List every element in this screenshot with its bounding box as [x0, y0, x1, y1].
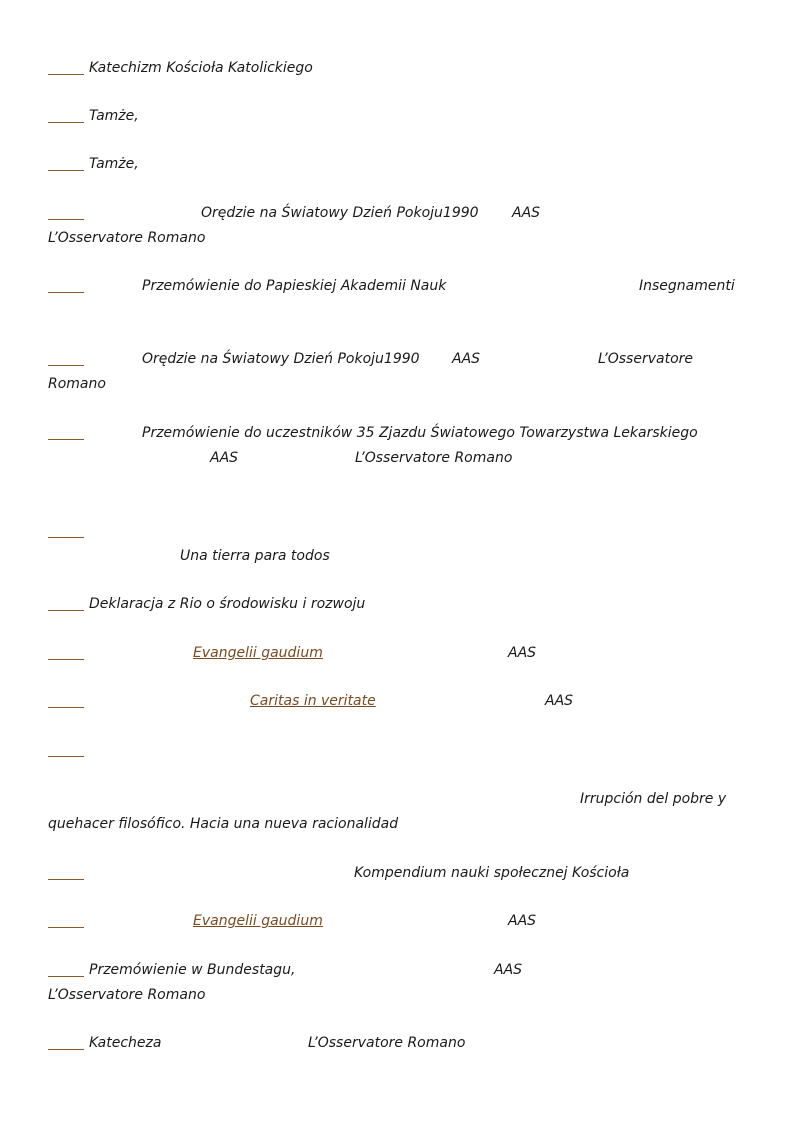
footnote-source: AAS	[545, 693, 574, 709]
footnote-title: Katecheza	[89, 1035, 162, 1051]
evangelii-gaudium-link[interactable]: Evangelii gaudium	[193, 913, 323, 929]
footnote-source: L’Osservatore Romano	[308, 1035, 466, 1051]
footnote-source: L’Osservatore Romano	[48, 987, 206, 1003]
footnote-text: Katechizm Kościoła Katolickiego	[89, 60, 313, 76]
footnote-rule	[48, 610, 84, 611]
footnote-source: Insegnamenti	[639, 278, 735, 294]
footnote-title: Orędzie na Światowy Dzień Pokoju1990	[201, 205, 479, 221]
footnote-source: AAS	[508, 645, 537, 661]
footnote-rule	[48, 537, 84, 538]
footnote-rule	[48, 879, 84, 880]
footnote-source: AAS	[210, 450, 239, 466]
footnote-rule	[48, 365, 84, 366]
footnote-title: Kompendium nauki społecznej Kościoła	[354, 865, 630, 881]
footnote-rule	[48, 927, 84, 928]
footnote-rule	[48, 756, 84, 757]
footnote-source: Romano	[48, 376, 106, 392]
footnote-rule	[48, 219, 84, 220]
footnote-rule	[48, 1049, 84, 1050]
footnote-rule	[48, 707, 84, 708]
footnote-title: Przemówienie do Papieskiej Akademii Nauk	[142, 278, 447, 294]
evangelii-gaudium-link[interactable]: Evangelii gaudium	[193, 645, 323, 661]
footnote-rule	[48, 292, 84, 293]
footnote-title: Przemówienie do uczestników 35 Zjazdu Światowego Towarzystwa Lekarskiego	[142, 425, 698, 441]
footnote-title: Przemówienie w Bundestagu,	[89, 962, 296, 978]
footnote-source: AAS	[494, 962, 523, 978]
footnote-rule	[48, 170, 84, 171]
footnote-rule	[48, 439, 84, 440]
footnote-rule	[48, 976, 84, 977]
footnote-source: AAS	[452, 351, 481, 367]
footnote-source: AAS	[508, 913, 537, 929]
footnote-source: L’Osservatore	[598, 351, 693, 367]
footnote-rule	[48, 659, 84, 660]
footnote-text: Tamże,	[89, 108, 139, 124]
footnote-source: L’Osservatore Romano	[355, 450, 513, 466]
footnote-title: Irrupción del pobre y	[580, 791, 727, 807]
footnote-rule	[48, 74, 84, 75]
footnote-title: quehacer filosófico. Hacia una nueva racionalidad	[48, 816, 399, 832]
footnote-text: Deklaracja z Rio o środowisku i rozwoju	[89, 596, 366, 612]
footnote-title: Una tierra para todos	[180, 548, 330, 564]
caritas-in-veritate-link[interactable]: Caritas in veritate	[250, 693, 376, 709]
footnote-source: L’Osservatore Romano	[48, 230, 206, 246]
footnote-text: Tamże,	[89, 156, 139, 172]
footnote-rule	[48, 122, 84, 123]
footnote-source: AAS	[512, 205, 541, 221]
footnote-title: Orędzie na Światowy Dzień Pokoju1990	[142, 351, 420, 367]
